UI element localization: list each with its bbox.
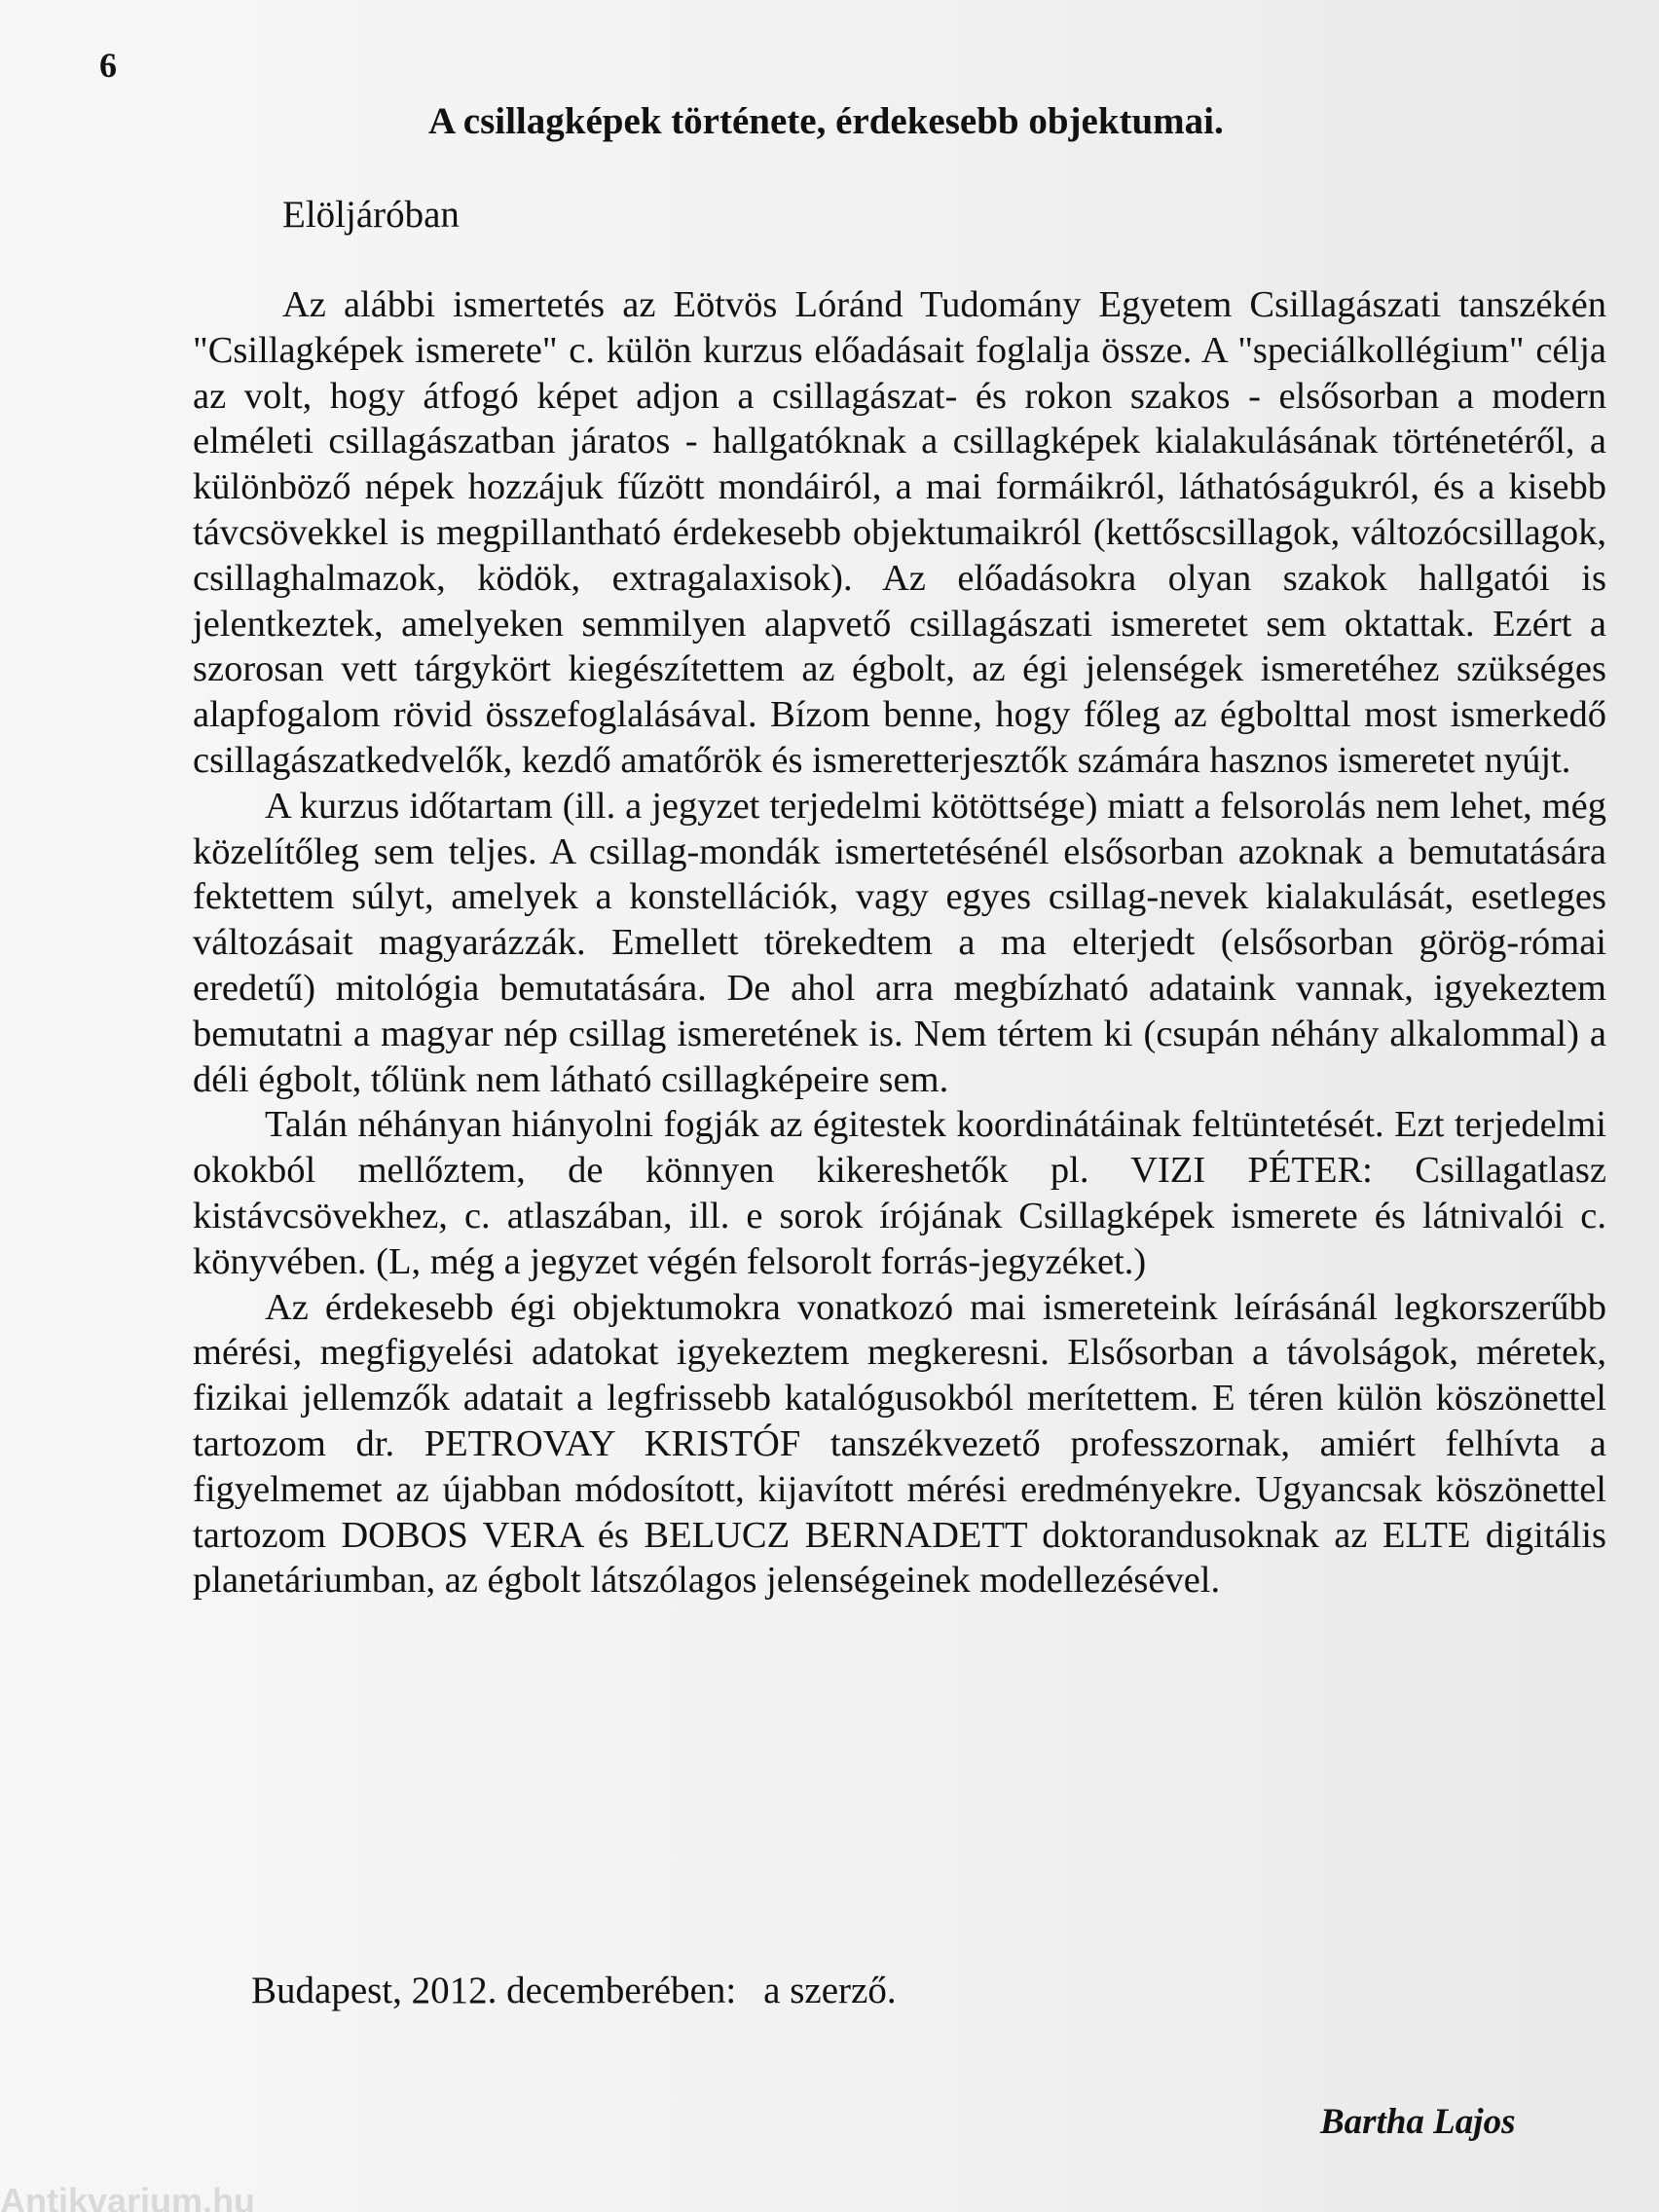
author-name: Bartha Lajos	[1320, 2102, 1516, 2142]
paragraph-2: A kurzus időtartam (ill. a jegyzet terjedelmi kötöttsége) miatt a felsorolás nem lehet, még közelítőleg sem teljes. A csillag-mondák ismertetésénél elsősorban azoknak a bemutatására fektettem súlyt, amelyek a konstellációk, vagy egyes csillag-nevek kialakulását, esetleges változásait magyarázzák. Emellett törekedtem a ma elterjedt (elsősorban görög-római eredetű) mitológia bemutatására. De ahol arra megbízható adataink vannak, igyekeztem bemutatni a magyar nép csillag ismeretének is. Nem tértem ki (csupán néhány alkalommal) a déli égbolt, tőlünk nem látható csillagképeire sem.	[193, 785, 1606, 1100]
signoff-place-date: Budapest, 2012. decemberében:	[251, 1970, 737, 2011]
body-text	[193, 282, 1606, 1604]
signoff	[251, 1969, 897, 2012]
paragraph-3: Talán néhányan hiányolni fogják az égitestek koordinátáinak feltüntetését. Ezt terjedelmi okokból mellőztem, de könnyen kikereshetők pl. VIZI PÉTER: Csillagatlasz kistávcsövekhez, c. atlaszában, ill. e sorok írójának Csillagképek ismerete és látnivalói c. könyvében. (L, még a jegyzet végén felsorolt forrás-jegyzéket.)	[193, 1104, 1606, 1282]
watermark: Antikvarium.hu	[0, 2181, 256, 2212]
chapter-title: A csillagképek története, érdekesebb objektumai.	[428, 100, 1224, 142]
signoff-role: a szerző.	[763, 1970, 897, 2011]
page-number: 6	[99, 46, 117, 85]
section-heading: Elöljáróban	[282, 194, 460, 236]
paragraph-1: Az alábbi ismertetés az Eötvös Lóránd Tudomány Egyetem Csillagászati tanszékén "Csillagképek ismerete" c. külön kurzus előadásait foglalja össze. A "speciálkollégium" célja az volt, hogy átfogó képet adjon a csillagászat- és rokon szakos - elsősorban a modern elméleti csillagászatban járatos - hallgatóknak a csillagképek kialakulásának történetéről, a különböző népek hozzájuk fűzött mondáiról, a mai formáikról, láthatóságukról, és a kisebb távcsövekkel is megpillantható érdekesebb objektumaikról (kettőscsillagok, változócsillagok, csillaghalmazok, ködök, extragalaxisok). Az előadásokra olyan szakok hallgatói is jelentkeztek, amelyeken semmilyen alapvető csillagászati ismeretet sem oktattak. Ezért a szorosan vett tárgykört kiegészítettem az égbolt, az égi jelenségek ismeretéhez szükséges alapfogalom rövid összefoglalásával. Bízom benne, hogy főleg az égbolttal most ismerkedő csillagászatkedvelők, kezdő amatőrök és ismeretterjesztők számára hasznos ismeretet nyújt.	[193, 284, 1606, 781]
paragraph-4: Az érdekesebb égi objektumokra vonatkozó mai ismereteink leírásánál legkorszerűbb mérési, megfigyelési adatokat igyekeztem megkeresni. Elsősorban a távolságok, méretek, fizikai jellemzők adatait a legfrissebb katalógusokból merítettem. E téren külön köszönettel tartozom dr. PETROVAY KRISTÓF tanszékvezető professzornak, amiért felhívta a figyelmemet az újabban módosított, kijavított mérési eredményekre. Ugyancsak köszönettel tartozom DOBOS VERA és BELUCZ BERNADETT doktorandusoknak az ELTE digitális planetáriumban, az égbolt látszólagos jelenségeinek modellezésével.	[193, 1286, 1606, 1602]
